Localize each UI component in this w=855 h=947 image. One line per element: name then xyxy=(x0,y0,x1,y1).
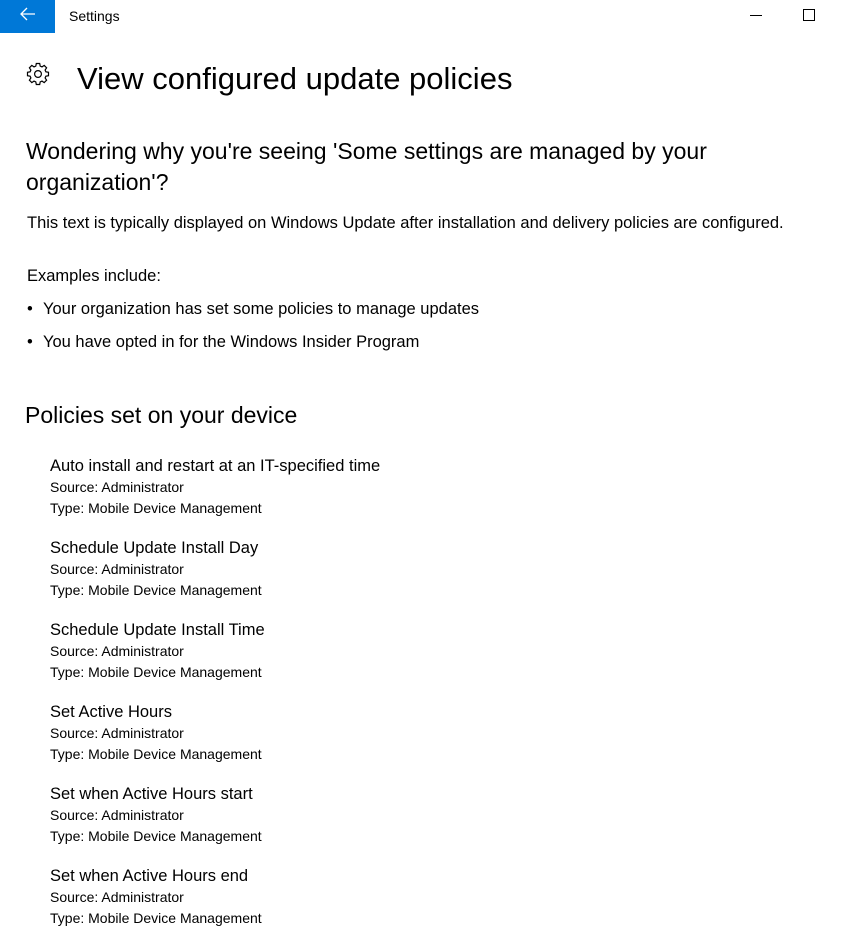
policy-source: Source: Administrator xyxy=(50,643,184,659)
policy-source: Source: Administrator xyxy=(50,807,184,823)
examples-label: Examples include: xyxy=(27,267,161,285)
maximize-icon xyxy=(803,8,815,26)
policy-name: Set when Active Hours start xyxy=(50,785,253,803)
bullet-icon: • xyxy=(27,333,33,351)
gear-icon xyxy=(26,62,50,91)
policies-heading: Policies set on your device xyxy=(25,402,298,428)
title-bar xyxy=(0,0,855,33)
back-button[interactable] xyxy=(0,0,55,33)
policy-source: Source: Administrator xyxy=(50,561,184,577)
policy-name: Schedule Update Install Day xyxy=(50,539,259,557)
policy-item xyxy=(50,865,380,947)
policy-item xyxy=(50,783,380,865)
policy-type: Type: Mobile Device Management xyxy=(50,663,262,680)
description-text: This text is typically displayed on Windows Update after installation and delivery policies are configured. xyxy=(27,214,784,232)
policy-name: Auto install and restart at an IT-specified time xyxy=(50,457,381,475)
maximize-button[interactable] xyxy=(786,0,832,33)
policy-type: Type: Mobile Device Management xyxy=(50,745,262,762)
minimize-icon xyxy=(750,8,762,26)
policy-item xyxy=(50,455,380,537)
policy-type: Type: Mobile Device Management xyxy=(50,827,262,844)
managed-question-heading: Wondering why you're seeing 'Some settings are managed by your organization'? xyxy=(26,138,707,195)
policy-source: Source: Administrator xyxy=(50,725,184,741)
policy-source: Source: Administrator xyxy=(50,889,184,905)
examples-list xyxy=(27,300,479,366)
list-item: • You have opted in for the Windows Insider Program xyxy=(27,333,479,366)
policy-list xyxy=(50,455,380,947)
list-item: • Your organization has set some policies to manage updates xyxy=(27,300,479,333)
page-header xyxy=(26,62,50,91)
policy-type: Type: Mobile Device Management xyxy=(50,581,262,598)
policy-type: Type: Mobile Device Management xyxy=(50,909,262,926)
policy-item xyxy=(50,701,380,783)
bullet-icon: • xyxy=(27,300,33,318)
policy-source: Source: Administrator xyxy=(50,479,184,495)
back-arrow-icon xyxy=(20,7,36,26)
page-title: View configured update policies xyxy=(77,61,513,96)
policy-name: Set when Active Hours end xyxy=(50,867,249,885)
policy-item xyxy=(50,537,380,619)
policy-item xyxy=(50,619,380,701)
policy-name: Schedule Update Install Time xyxy=(50,621,265,639)
minimize-button[interactable] xyxy=(733,0,779,33)
window-title: Settings xyxy=(69,8,120,24)
policy-type: Type: Mobile Device Management xyxy=(50,499,262,516)
policy-name: Set Active Hours xyxy=(50,703,172,721)
